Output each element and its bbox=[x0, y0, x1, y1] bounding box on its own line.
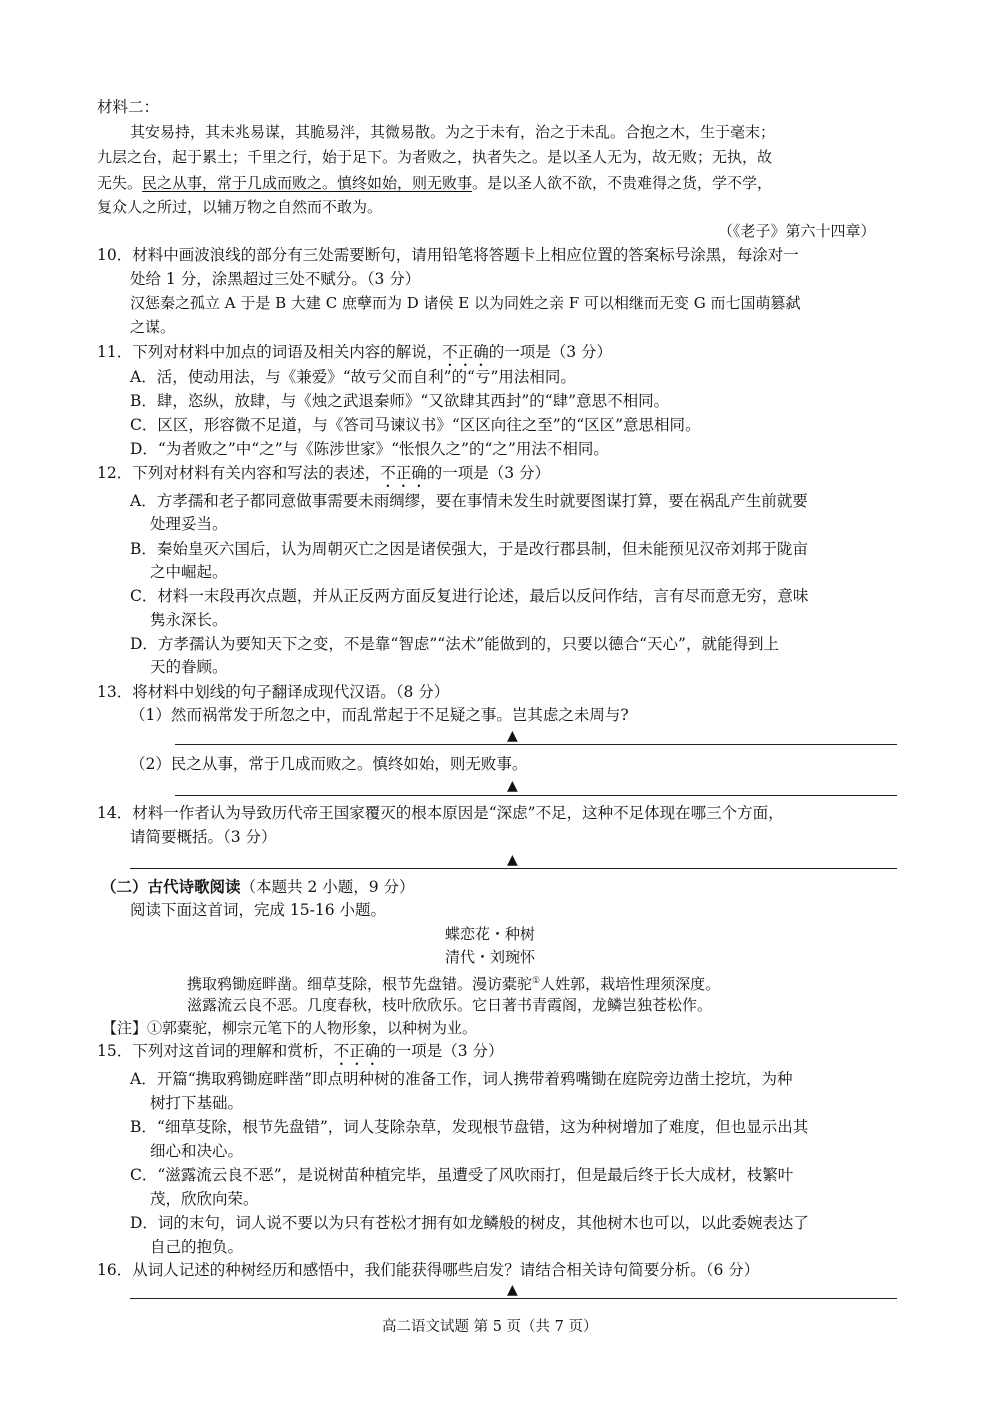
answer-triangle-icon: ▲ bbox=[507, 1282, 518, 1298]
section-2-title: （二）古代诗歌阅读 bbox=[101, 877, 241, 896]
material-2-title: 材料二： bbox=[97, 98, 160, 116]
q15-stem-a: 15．下列对这首词的理解和赏析， bbox=[97, 1042, 334, 1060]
q11-option-d: D．“为者败之”中“之”与《陈涉世家》“怅恨久之”的“之”用法不相同。 bbox=[130, 440, 609, 458]
q11-stem-a: 11．下列对材料中加点的词语及相关内容的解说， bbox=[97, 343, 443, 361]
material-2-line-1: 其安易持，其未兆易谋，其脆易泮，其微易散。为之于未有，治之于未乱。合抱之木，生于毫末； bbox=[130, 123, 776, 141]
answer-line[interactable] bbox=[175, 795, 897, 796]
poem-line-1 bbox=[187, 970, 720, 995]
q11-option-b: B．肆，恣纵，放肆，与《烛之武退秦师》“又欲肆其西封”的“肆”意思不相同。 bbox=[130, 392, 670, 410]
q12-option-b-1: B．秦始皇灭六国后，认为周朝灭亡之因是诸侯强大，于是改行郡县制，但未能预见汉帝刘邦于陇亩 bbox=[130, 540, 808, 558]
answer-line[interactable] bbox=[130, 868, 897, 869]
q10-passage-end: 之谋。 bbox=[130, 318, 176, 336]
q15-emphasis: 不正确 bbox=[333, 1042, 381, 1060]
poem-note: 【注】①郭橐驼，柳宗元笔下的人物形象，以种树为业。 bbox=[102, 1019, 478, 1037]
q12-option-c-2: 隽永深长。 bbox=[150, 611, 228, 629]
q15-option-b-2: 细心和决心。 bbox=[150, 1142, 244, 1160]
q10-line-1: 10．材料中画波浪线的部分有三处需要断句，请用铅笔将答题卡上相应位置的答案标号涂黑，每涂对一 bbox=[97, 246, 799, 264]
poem-line-2: 滋露流云良不恶。几度春秋，枝叶欣欣乐。它日著书青霞阁，龙鳞岂独苍松作。 bbox=[187, 996, 713, 1014]
q12-option-a-2: 处理妥当。 bbox=[150, 515, 228, 533]
answer-triangle-icon: ▲ bbox=[507, 728, 518, 744]
q15-option-c-1: C．“滋露流云良不恶”，是说树苗种植完毕，虽遭受了风吹雨打，但是最后终于长大成材，枝繁叶 bbox=[130, 1166, 794, 1184]
q12-stem-b: 的一项是（3 分） bbox=[426, 464, 551, 482]
q15-option-d-1: D．词的末句，词人说不要以为只有苍松才拥有如龙鳞般的树皮，其他树木也可以，以此委婉表达了 bbox=[130, 1214, 809, 1232]
q16-stem: 16．从词人记述的种树经历和感悟中，我们能获得哪些启发？请结合相关诗句简要分析。（6 分） bbox=[97, 1261, 760, 1279]
underlined-sentence: 民之从事，常于几成而败之。慎终如始，则无败事 bbox=[142, 174, 473, 192]
answer-line[interactable] bbox=[130, 1298, 897, 1299]
answer-triangle-icon: ▲ bbox=[507, 852, 518, 868]
q12-emphasis: 不正确 bbox=[380, 464, 427, 482]
section-2-intro: 阅读下面这首词，完成 15-16 小题。 bbox=[130, 901, 387, 919]
q14-line-1: 14．材料一作者认为导致历代帝王国家覆灭的根本原因是“深虑”不足，这种不足体现在哪三个方面， bbox=[97, 804, 784, 822]
q12-stem bbox=[97, 462, 550, 491]
footnote-marker: ① bbox=[532, 976, 541, 986]
material-2-line-3 bbox=[97, 172, 772, 194]
q12-option-d-2: 天的眷顾。 bbox=[150, 658, 228, 676]
section-2-heading bbox=[101, 876, 415, 898]
section-2-note: （本题共 2 小题，9 分） bbox=[240, 878, 415, 896]
poem-author: 清代・刘琬怀 bbox=[445, 948, 536, 966]
material-2-source: （《老子》第六十四章） bbox=[718, 222, 876, 240]
q15-option-d-2: 自己的抱负。 bbox=[150, 1238, 244, 1256]
q11-option-a: A．活，使动用法，与《兼爱》“故亏父而自利”的“亏”用法相同。 bbox=[130, 368, 576, 386]
poem-line-1a: 携取鸦锄庭畔凿。细草芟除，根节先盘错。漫访橐驼 bbox=[187, 975, 533, 993]
q12-option-d-1: D．方孝孺认为要知天下之变，不是靠“智虑”“法术”能做到的，只要以德合“天心”，就能得到上 bbox=[130, 635, 779, 653]
q12-option-c-1: C．材料一末段再次点题，并从正反两方面反复进行论述，最后以反问作结，言有尽而意无穷，意味 bbox=[130, 587, 809, 605]
material-2-line-3a: 无失。 bbox=[97, 174, 143, 192]
q11-option-c: C．区区，形容微不足道，与《答司马谏议书》“区区向往之至”的“区区”意思相同。 bbox=[130, 416, 701, 434]
poem-line-1b: 人姓郭，栽培性理须深度。 bbox=[540, 975, 721, 993]
q12-stem-a: 12．下列对材料有关内容和写法的表述， bbox=[97, 464, 381, 482]
q11-emphasis: 不正确 bbox=[442, 343, 489, 361]
q14-line-2: 请简要概括。（3 分） bbox=[130, 828, 277, 846]
answer-triangle-icon: ▲ bbox=[507, 778, 518, 794]
q15-option-a-1: A．开篇“携取鸦锄庭畔凿”即点明种树的准备工作，词人携带着鸦嘴锄在庭院旁边凿土挖坑，为种 bbox=[130, 1070, 793, 1088]
q10-passage: 汉惩秦之孤立 A 于是 B 大建 C 庶孽而为 D 诸侯 E 以为同姓之亲 F 可以相继而无变 G 而七国萌篡弑 bbox=[130, 294, 801, 312]
q15-stem bbox=[97, 1040, 504, 1069]
answer-line[interactable] bbox=[175, 744, 897, 745]
q11-stem-b: 的一项是（3 分） bbox=[488, 343, 613, 361]
q15-option-b-1: B．“细草芟除，根节先盘错”，词人芟除杂草，发现根节盘错，这为种树增加了难度，但也显示出其 bbox=[130, 1118, 809, 1136]
q13-sentence-2: （2）民之从事，常于几成而败之。慎终如始，则无败事。 bbox=[130, 755, 528, 773]
q10-line-2: 处给 1 分，涂黑超过三处不赋分。（3 分） bbox=[130, 270, 421, 288]
page-footer: 高二语文试题 第 5 页（共 7 页） bbox=[382, 1319, 598, 1335]
q15-stem-b: 的一项是（3 分） bbox=[380, 1042, 504, 1060]
material-2-line-2: 九层之台，起于累土；千里之行，始于足下。为者败之，执者失之。是以圣人无为，故无败；无执，故 bbox=[97, 148, 773, 166]
poem-title: 蝶恋花・种树 bbox=[445, 925, 536, 943]
q15-option-a-2: 树打下基础。 bbox=[150, 1094, 244, 1112]
material-2-line-4: 复众人之所过，以辅万物之自然而不敢为。 bbox=[97, 198, 383, 216]
q12-option-a-1: A．方孝孺和老子都同意做事需要未雨绸缪，要在事情未发生时就要图谋打算，要在祸乱产生前就要 bbox=[130, 492, 808, 510]
q13-stem: 13．将材料中划线的句子翻译成现代汉语。（8 分） bbox=[97, 683, 450, 701]
material-2-line-3c: 。是以圣人欲不欲，不贵难得之货，学不学， bbox=[472, 174, 773, 192]
q13-sentence-1: （1）然而祸常发于所忽之中，而乱常起于不足疑之事。岂其虑之未周与? bbox=[130, 706, 629, 724]
q15-option-c-2: 茂，欣欣向荣。 bbox=[150, 1190, 259, 1208]
q12-option-b-2: 之中崛起。 bbox=[150, 563, 228, 581]
